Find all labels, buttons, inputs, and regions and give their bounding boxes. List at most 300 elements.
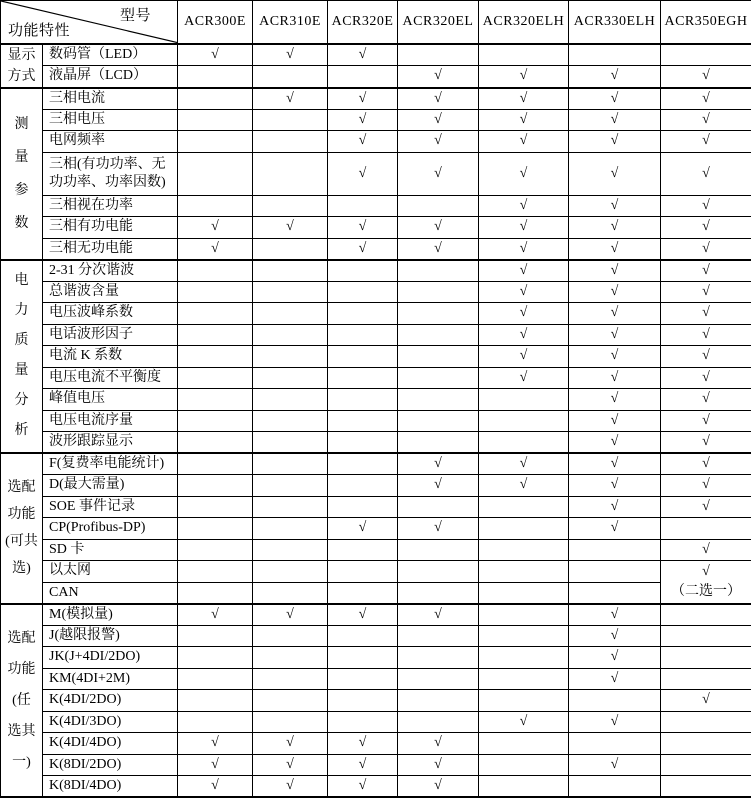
feature-name: CAN	[43, 582, 178, 604]
check-cell-checked: √	[569, 260, 661, 282]
check-cell-checked: √	[328, 776, 398, 798]
check-cell-checked: √	[178, 776, 253, 798]
group-label-line: 选)	[12, 561, 31, 577]
corner-label-features: 功能特性	[8, 22, 71, 39]
check-cell-empty	[253, 518, 328, 540]
group-label-line: 析	[14, 423, 29, 439]
table-row	[1, 88, 751, 110]
check-cell-empty	[328, 346, 398, 368]
feature-name: K(4DI/3DO)	[43, 711, 178, 733]
check-cell-checked: √	[569, 668, 661, 690]
feature-name: F(复费率电能统计)	[43, 453, 178, 475]
check-cell-empty	[328, 389, 398, 411]
check-cell-checked: √	[569, 217, 661, 239]
feature-name: 数码管（LED）	[43, 44, 178, 66]
check-cell-empty	[661, 44, 751, 66]
check-cell-empty	[178, 539, 253, 561]
check-cell-checked: √	[398, 66, 479, 88]
check-cell-empty	[178, 346, 253, 368]
check-cell-empty	[253, 238, 328, 260]
table-row	[1, 776, 751, 798]
check-cell-checked: √	[569, 88, 661, 110]
table-row	[1, 539, 751, 561]
check-cell-empty	[253, 66, 328, 88]
check-cell-empty	[178, 625, 253, 647]
check-cell-checked: √	[661, 217, 751, 239]
check-cell-empty	[178, 496, 253, 518]
check-cell-empty	[398, 44, 479, 66]
table-row	[1, 281, 751, 303]
check-cell-empty	[398, 496, 479, 518]
check-cell-empty	[253, 367, 328, 389]
check-cell-empty	[569, 582, 661, 604]
check-cell-empty	[479, 647, 569, 669]
feature-name: CP(Profibus-DP)	[43, 518, 178, 540]
feature-name: 三相电流	[43, 88, 178, 110]
check-cell-checked: √	[661, 346, 751, 368]
feature-name: 电话波形因子	[43, 324, 178, 346]
check-cell-checked: √	[569, 281, 661, 303]
check-cell-empty	[398, 539, 479, 561]
table-row	[1, 195, 751, 217]
check-cell-checked: √	[479, 260, 569, 282]
feature-name: 总谐波含量	[43, 281, 178, 303]
check-cell-checked: √	[569, 475, 661, 497]
group-label-3	[1, 260, 43, 454]
group-label-line: 方式	[7, 68, 36, 84]
group-label-line: 选其	[7, 723, 36, 739]
table-row	[1, 260, 751, 282]
check-cell-checked: √	[479, 152, 569, 195]
check-cell-empty	[479, 432, 569, 454]
check-cell-empty	[178, 453, 253, 475]
check-cell-empty	[253, 690, 328, 712]
table-row	[1, 561, 751, 583]
check-cell-checked: √	[661, 475, 751, 497]
check-cell-checked: √	[569, 303, 661, 325]
check-cell-checked: √	[398, 238, 479, 260]
check-cell-checked: √	[569, 238, 661, 260]
table-row	[1, 711, 751, 733]
check-cell-empty	[398, 367, 479, 389]
table-row	[1, 131, 751, 153]
feature-name: SOE 事件记录	[43, 496, 178, 518]
group-label-line: 选配	[7, 630, 36, 646]
check-cell-checked: √	[661, 131, 751, 153]
check-cell-checked: √	[328, 733, 398, 755]
table-row	[1, 668, 751, 690]
check-cell-checked: √	[569, 518, 661, 540]
check-cell-checked: √	[398, 217, 479, 239]
check-cell-checked: √	[479, 453, 569, 475]
check-cell-empty	[178, 582, 253, 604]
check-cell-empty	[328, 582, 398, 604]
check-cell-empty	[661, 776, 751, 798]
check-cell-checked: √	[479, 475, 569, 497]
check-cell-checked: √	[479, 711, 569, 733]
check-cell-empty	[253, 496, 328, 518]
check-cell-checked: √	[398, 754, 479, 776]
feature-name: 电压电流序量	[43, 410, 178, 432]
check-cell-checked: √	[569, 152, 661, 195]
check-cell-empty	[253, 647, 328, 669]
check-cell-checked: √	[569, 647, 661, 669]
feature-name: 峰值电压	[43, 389, 178, 411]
check-cell-empty	[328, 625, 398, 647]
check-cell-empty	[178, 518, 253, 540]
check-cell-checked: √	[253, 754, 328, 776]
check-cell-empty	[479, 44, 569, 66]
check-cell-empty	[328, 711, 398, 733]
check-cell-checked: √	[661, 690, 751, 712]
check-cell-checked: √	[479, 195, 569, 217]
check-cell-checked: √	[569, 711, 661, 733]
group-label-line: 量	[14, 363, 29, 379]
check-cell-empty	[661, 604, 751, 626]
check-cell-empty	[328, 195, 398, 217]
feature-name: D(最大需量)	[43, 475, 178, 497]
model-header-acr350egh: ACR350EGH	[661, 1, 751, 44]
check-cell-empty	[178, 281, 253, 303]
check-cell-checked: √	[178, 238, 253, 260]
check-cell-empty	[398, 260, 479, 282]
check-cell-checked: √	[328, 109, 398, 131]
check-cell-checked: √	[178, 754, 253, 776]
check-cell-checked: √	[661, 539, 751, 561]
check-cell-checked: √	[479, 109, 569, 131]
check-cell-empty	[398, 324, 479, 346]
check-cell-empty	[328, 668, 398, 690]
feature-name: 波形跟踪显示	[43, 432, 178, 454]
check-cell-checked: √	[328, 238, 398, 260]
check-cell-empty	[328, 324, 398, 346]
check-cell-empty	[569, 733, 661, 755]
table-row	[1, 496, 751, 518]
group-label-line: (任	[12, 692, 31, 708]
table-row	[1, 754, 751, 776]
check-cell-empty	[253, 152, 328, 195]
check-cell-empty	[398, 195, 479, 217]
feature-name: K(8DI/2DO)	[43, 754, 178, 776]
check-cell-empty	[328, 453, 398, 475]
table-row	[1, 152, 751, 195]
table-row	[1, 44, 751, 66]
check-cell-merged	[661, 561, 751, 604]
table-row	[1, 518, 751, 540]
check-cell-empty	[328, 66, 398, 88]
group-label-2	[1, 88, 43, 260]
check-cell-empty	[398, 561, 479, 583]
check-cell-empty	[328, 690, 398, 712]
check-cell-checked: √	[398, 604, 479, 626]
check-cell-checked: √	[479, 281, 569, 303]
check-cell-empty	[178, 195, 253, 217]
check-cell-empty	[178, 88, 253, 110]
check-cell-empty	[569, 539, 661, 561]
model-header-acr300e: ACR300E	[178, 1, 253, 44]
group-label-line: 分	[14, 393, 29, 409]
check-cell-checked: √	[569, 389, 661, 411]
check-cell-checked: √	[398, 475, 479, 497]
table-row	[1, 238, 751, 260]
check-cell-empty	[479, 625, 569, 647]
check-cell-empty	[328, 561, 398, 583]
check-cell-empty	[479, 582, 569, 604]
check-cell-empty	[479, 668, 569, 690]
check-cell-checked: √	[398, 109, 479, 131]
model-header-acr320elh: ACR320ELH	[479, 1, 569, 44]
check-cell-empty	[479, 776, 569, 798]
group-label-5	[1, 604, 43, 798]
check-cell-empty	[178, 561, 253, 583]
check-cell-empty	[328, 367, 398, 389]
check-cell-empty	[569, 776, 661, 798]
check-cell-checked: √	[479, 131, 569, 153]
group-label-line: 选配	[7, 480, 36, 496]
check-cell-empty	[479, 496, 569, 518]
feature-name: M(模拟量)	[43, 604, 178, 626]
check-cell-checked: √	[398, 88, 479, 110]
check-cell-empty	[569, 690, 661, 712]
check-cell-empty	[479, 604, 569, 626]
table-row	[1, 625, 751, 647]
check-cell-empty	[328, 432, 398, 454]
check-cell-checked: √	[328, 754, 398, 776]
check-cell-empty	[398, 668, 479, 690]
check-cell-empty	[178, 131, 253, 153]
check-cell-empty	[479, 561, 569, 583]
check-cell-checked: √	[661, 195, 751, 217]
check-mark: √	[702, 563, 710, 579]
check-cell-empty	[479, 539, 569, 561]
feature-name: KM(4DI+2M)	[43, 668, 178, 690]
model-header-acr330elh: ACR330ELH	[569, 1, 661, 44]
group-label-line: 测	[14, 116, 29, 132]
check-cell-empty	[398, 389, 479, 411]
check-cell-checked: √	[661, 238, 751, 260]
check-cell-empty	[479, 754, 569, 776]
check-cell-empty	[178, 303, 253, 325]
check-cell-checked: √	[569, 453, 661, 475]
check-cell-empty	[253, 324, 328, 346]
group-label-line: 一)	[12, 754, 31, 770]
feature-name: J(越限报警)	[43, 625, 178, 647]
table-row	[1, 690, 751, 712]
table-body	[1, 44, 751, 798]
check-cell-empty	[479, 389, 569, 411]
table-row	[1, 453, 751, 475]
check-cell-empty	[253, 453, 328, 475]
check-cell-empty	[253, 410, 328, 432]
feature-name: 电网频率	[43, 131, 178, 153]
check-cell-checked: √	[661, 432, 751, 454]
check-cell-checked: √	[661, 410, 751, 432]
check-cell-empty	[398, 281, 479, 303]
check-cell-empty	[398, 647, 479, 669]
check-cell-empty	[178, 389, 253, 411]
check-cell-checked: √	[569, 367, 661, 389]
feature-name: 三相视在功率	[43, 195, 178, 217]
table-row	[1, 604, 751, 626]
feature-name: 电压电流不平衡度	[43, 367, 178, 389]
choose-one-note: （二选一）	[671, 583, 741, 599]
check-cell-empty	[661, 711, 751, 733]
check-cell-empty	[178, 432, 253, 454]
check-cell-empty	[253, 131, 328, 153]
check-cell-checked: √	[253, 217, 328, 239]
check-cell-empty	[178, 475, 253, 497]
check-cell-empty	[661, 625, 751, 647]
feature-name: K(4DI/4DO)	[43, 733, 178, 755]
check-cell-checked: √	[178, 217, 253, 239]
check-cell-empty	[178, 66, 253, 88]
check-cell-checked: √	[661, 389, 751, 411]
group-label-line: 参	[14, 182, 29, 198]
check-cell-checked: √	[398, 453, 479, 475]
table-row	[1, 66, 751, 88]
feature-name: 三相电压	[43, 109, 178, 131]
check-cell-checked: √	[569, 604, 661, 626]
check-cell-empty	[328, 496, 398, 518]
check-cell-checked: √	[569, 109, 661, 131]
check-cell-checked: √	[569, 346, 661, 368]
check-cell-checked: √	[661, 66, 751, 88]
group-label-line: 电	[14, 273, 29, 289]
check-cell-empty	[253, 303, 328, 325]
check-cell-checked: √	[253, 604, 328, 626]
check-cell-checked: √	[661, 453, 751, 475]
feature-name: JK(J+4DI/2DO)	[43, 647, 178, 669]
feature-name: 三相有功电能	[43, 217, 178, 239]
check-cell-empty	[253, 539, 328, 561]
table-row	[1, 346, 751, 368]
check-cell-checked: √	[479, 367, 569, 389]
group-label-line: (可共	[5, 534, 38, 550]
feature-name: 以太网	[43, 561, 178, 583]
group-label-line: 量	[14, 149, 29, 165]
check-cell-checked: √	[253, 88, 328, 110]
feature-name: 电压波峰系数	[43, 303, 178, 325]
check-cell-checked: √	[398, 733, 479, 755]
check-cell-checked: √	[328, 604, 398, 626]
check-cell-empty	[253, 625, 328, 647]
check-cell-empty	[661, 668, 751, 690]
check-cell-checked: √	[661, 281, 751, 303]
check-cell-empty	[178, 668, 253, 690]
table-row	[1, 109, 751, 131]
check-cell-checked: √	[569, 625, 661, 647]
check-cell-empty	[253, 109, 328, 131]
check-cell-checked: √	[398, 518, 479, 540]
check-cell-checked: √	[328, 131, 398, 153]
check-cell-checked: √	[569, 324, 661, 346]
check-cell-checked: √	[328, 217, 398, 239]
check-cell-empty	[328, 303, 398, 325]
check-cell-checked: √	[328, 152, 398, 195]
check-cell-checked: √	[253, 776, 328, 798]
group-label-line: 显示	[7, 47, 36, 63]
check-cell-empty	[178, 410, 253, 432]
check-cell-empty	[398, 690, 479, 712]
model-header-acr310e: ACR310E	[253, 1, 328, 44]
check-cell-empty	[569, 561, 661, 583]
check-cell-empty	[569, 44, 661, 66]
table-row	[1, 475, 751, 497]
check-cell-checked: √	[398, 776, 479, 798]
check-cell-empty	[398, 346, 479, 368]
check-cell-checked: √	[661, 152, 751, 195]
check-cell-empty	[178, 109, 253, 131]
feature-name: 液晶屏（LCD）	[43, 66, 178, 88]
table-row	[1, 367, 751, 389]
check-cell-empty	[328, 260, 398, 282]
check-cell-checked: √	[178, 604, 253, 626]
check-cell-empty	[398, 410, 479, 432]
check-cell-checked: √	[569, 410, 661, 432]
check-cell-checked: √	[398, 131, 479, 153]
corner-cell	[1, 1, 178, 44]
check-cell-empty	[479, 410, 569, 432]
check-cell-checked: √	[479, 217, 569, 239]
group-label-1	[1, 44, 43, 88]
check-cell-checked: √	[479, 238, 569, 260]
check-cell-checked: √	[569, 496, 661, 518]
check-cell-empty	[253, 281, 328, 303]
check-cell-empty	[178, 647, 253, 669]
check-cell-checked: √	[661, 88, 751, 110]
check-cell-empty	[661, 754, 751, 776]
table-row	[1, 582, 751, 604]
check-cell-empty	[253, 668, 328, 690]
check-cell-checked: √	[569, 432, 661, 454]
check-cell-empty	[178, 324, 253, 346]
check-cell-checked: √	[253, 44, 328, 66]
group-label-line: 质	[14, 333, 29, 349]
check-cell-checked: √	[178, 733, 253, 755]
check-cell-empty	[328, 539, 398, 561]
check-cell-checked: √	[661, 303, 751, 325]
check-cell-checked: √	[661, 367, 751, 389]
check-cell-empty	[328, 410, 398, 432]
table-row	[1, 303, 751, 325]
group-label-line: 功能	[7, 661, 36, 677]
check-cell-checked: √	[661, 324, 751, 346]
check-cell-checked: √	[479, 66, 569, 88]
check-cell-empty	[328, 475, 398, 497]
group-label-4	[1, 453, 43, 604]
check-cell-checked: √	[569, 66, 661, 88]
table-row	[1, 217, 751, 239]
check-cell-empty	[178, 152, 253, 195]
model-header-acr320e: ACR320E	[328, 1, 398, 44]
feature-name: SD 卡	[43, 539, 178, 561]
check-cell-checked: √	[569, 131, 661, 153]
feature-name: 电流 K 系数	[43, 346, 178, 368]
group-label-line: 功能	[7, 507, 36, 523]
check-cell-empty	[178, 711, 253, 733]
check-cell-empty	[253, 561, 328, 583]
check-cell-empty	[398, 582, 479, 604]
check-cell-checked: √	[661, 260, 751, 282]
model-header-acr320el: ACR320EL	[398, 1, 479, 44]
check-cell-empty	[253, 475, 328, 497]
check-cell-checked: √	[398, 152, 479, 195]
check-cell-empty	[398, 432, 479, 454]
check-cell-checked: √	[661, 496, 751, 518]
check-cell-empty	[328, 281, 398, 303]
feature-name: 三相(有功功率、无功功率、功率因数)	[43, 152, 178, 195]
check-cell-checked: √	[479, 324, 569, 346]
